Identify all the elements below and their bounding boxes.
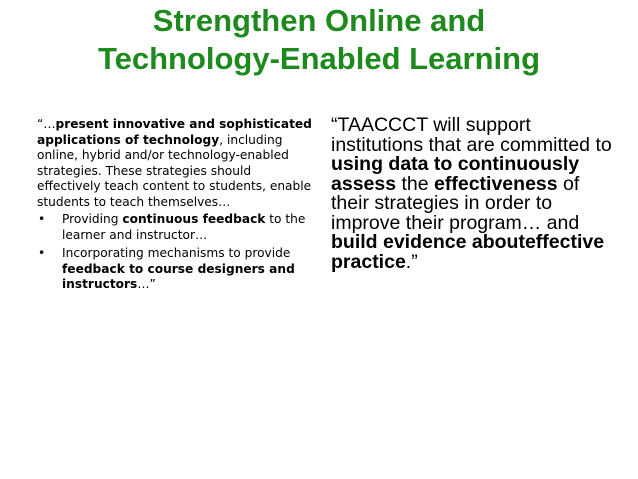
right-quote-text-1: “TAACCCT will support institutions that are committed to [331, 114, 612, 156]
bullet-marker: • [38, 212, 46, 226]
bullet-2-text-b: …” [137, 277, 156, 291]
right-quote-column [331, 116, 616, 272]
slide-title [0, 2, 638, 78]
bullet-item-feedback-to-designers [37, 246, 315, 293]
right-quote-close-mark: .” [405, 250, 418, 273]
left-quote-bold-phrase: present innovative and sophisticated applications of technology [37, 117, 312, 147]
right-quote-paragraph [331, 116, 616, 272]
right-quote-text-2: the [396, 172, 435, 195]
left-quote-text: , including online, hybrid and/or technology-enabled strategies. These strategies should effectively teach content to students, enable students to teach themselves… [37, 132, 312, 209]
bullet-marker: • [38, 246, 46, 260]
left-quote-paragraph [37, 117, 315, 210]
right-quote-bold-effectiveness: effectiveness [434, 172, 558, 195]
bullet-2-bold: feedback to course designers and instructors [62, 261, 295, 291]
bullet-1-text-b: to the learner and instructor… [62, 212, 306, 242]
bullet-2-text-a: Incorporating mechanisms to provide [62, 246, 291, 260]
left-quote-column [37, 117, 315, 296]
bullet-1-bold: continuous feedback [122, 212, 266, 226]
right-quote-bold-build-evidence: build evidence abouteffective practice [331, 231, 605, 273]
bullet-item-continuous-feedback [37, 212, 315, 243]
bullet-1-text-a: Providing [62, 212, 123, 226]
right-quote-text-3: of their strategies in order to improve their program… and [331, 172, 580, 234]
left-quote-open-mark: “… [37, 117, 56, 131]
slide-title-line-2: Technology-Enabled Learning [97, 41, 541, 76]
left-quote-bullet-list [37, 212, 315, 293]
right-quote-bold-using-data: using data to continuously assess [331, 153, 580, 195]
slide-title-line-1: Strengthen Online and [152, 3, 486, 38]
